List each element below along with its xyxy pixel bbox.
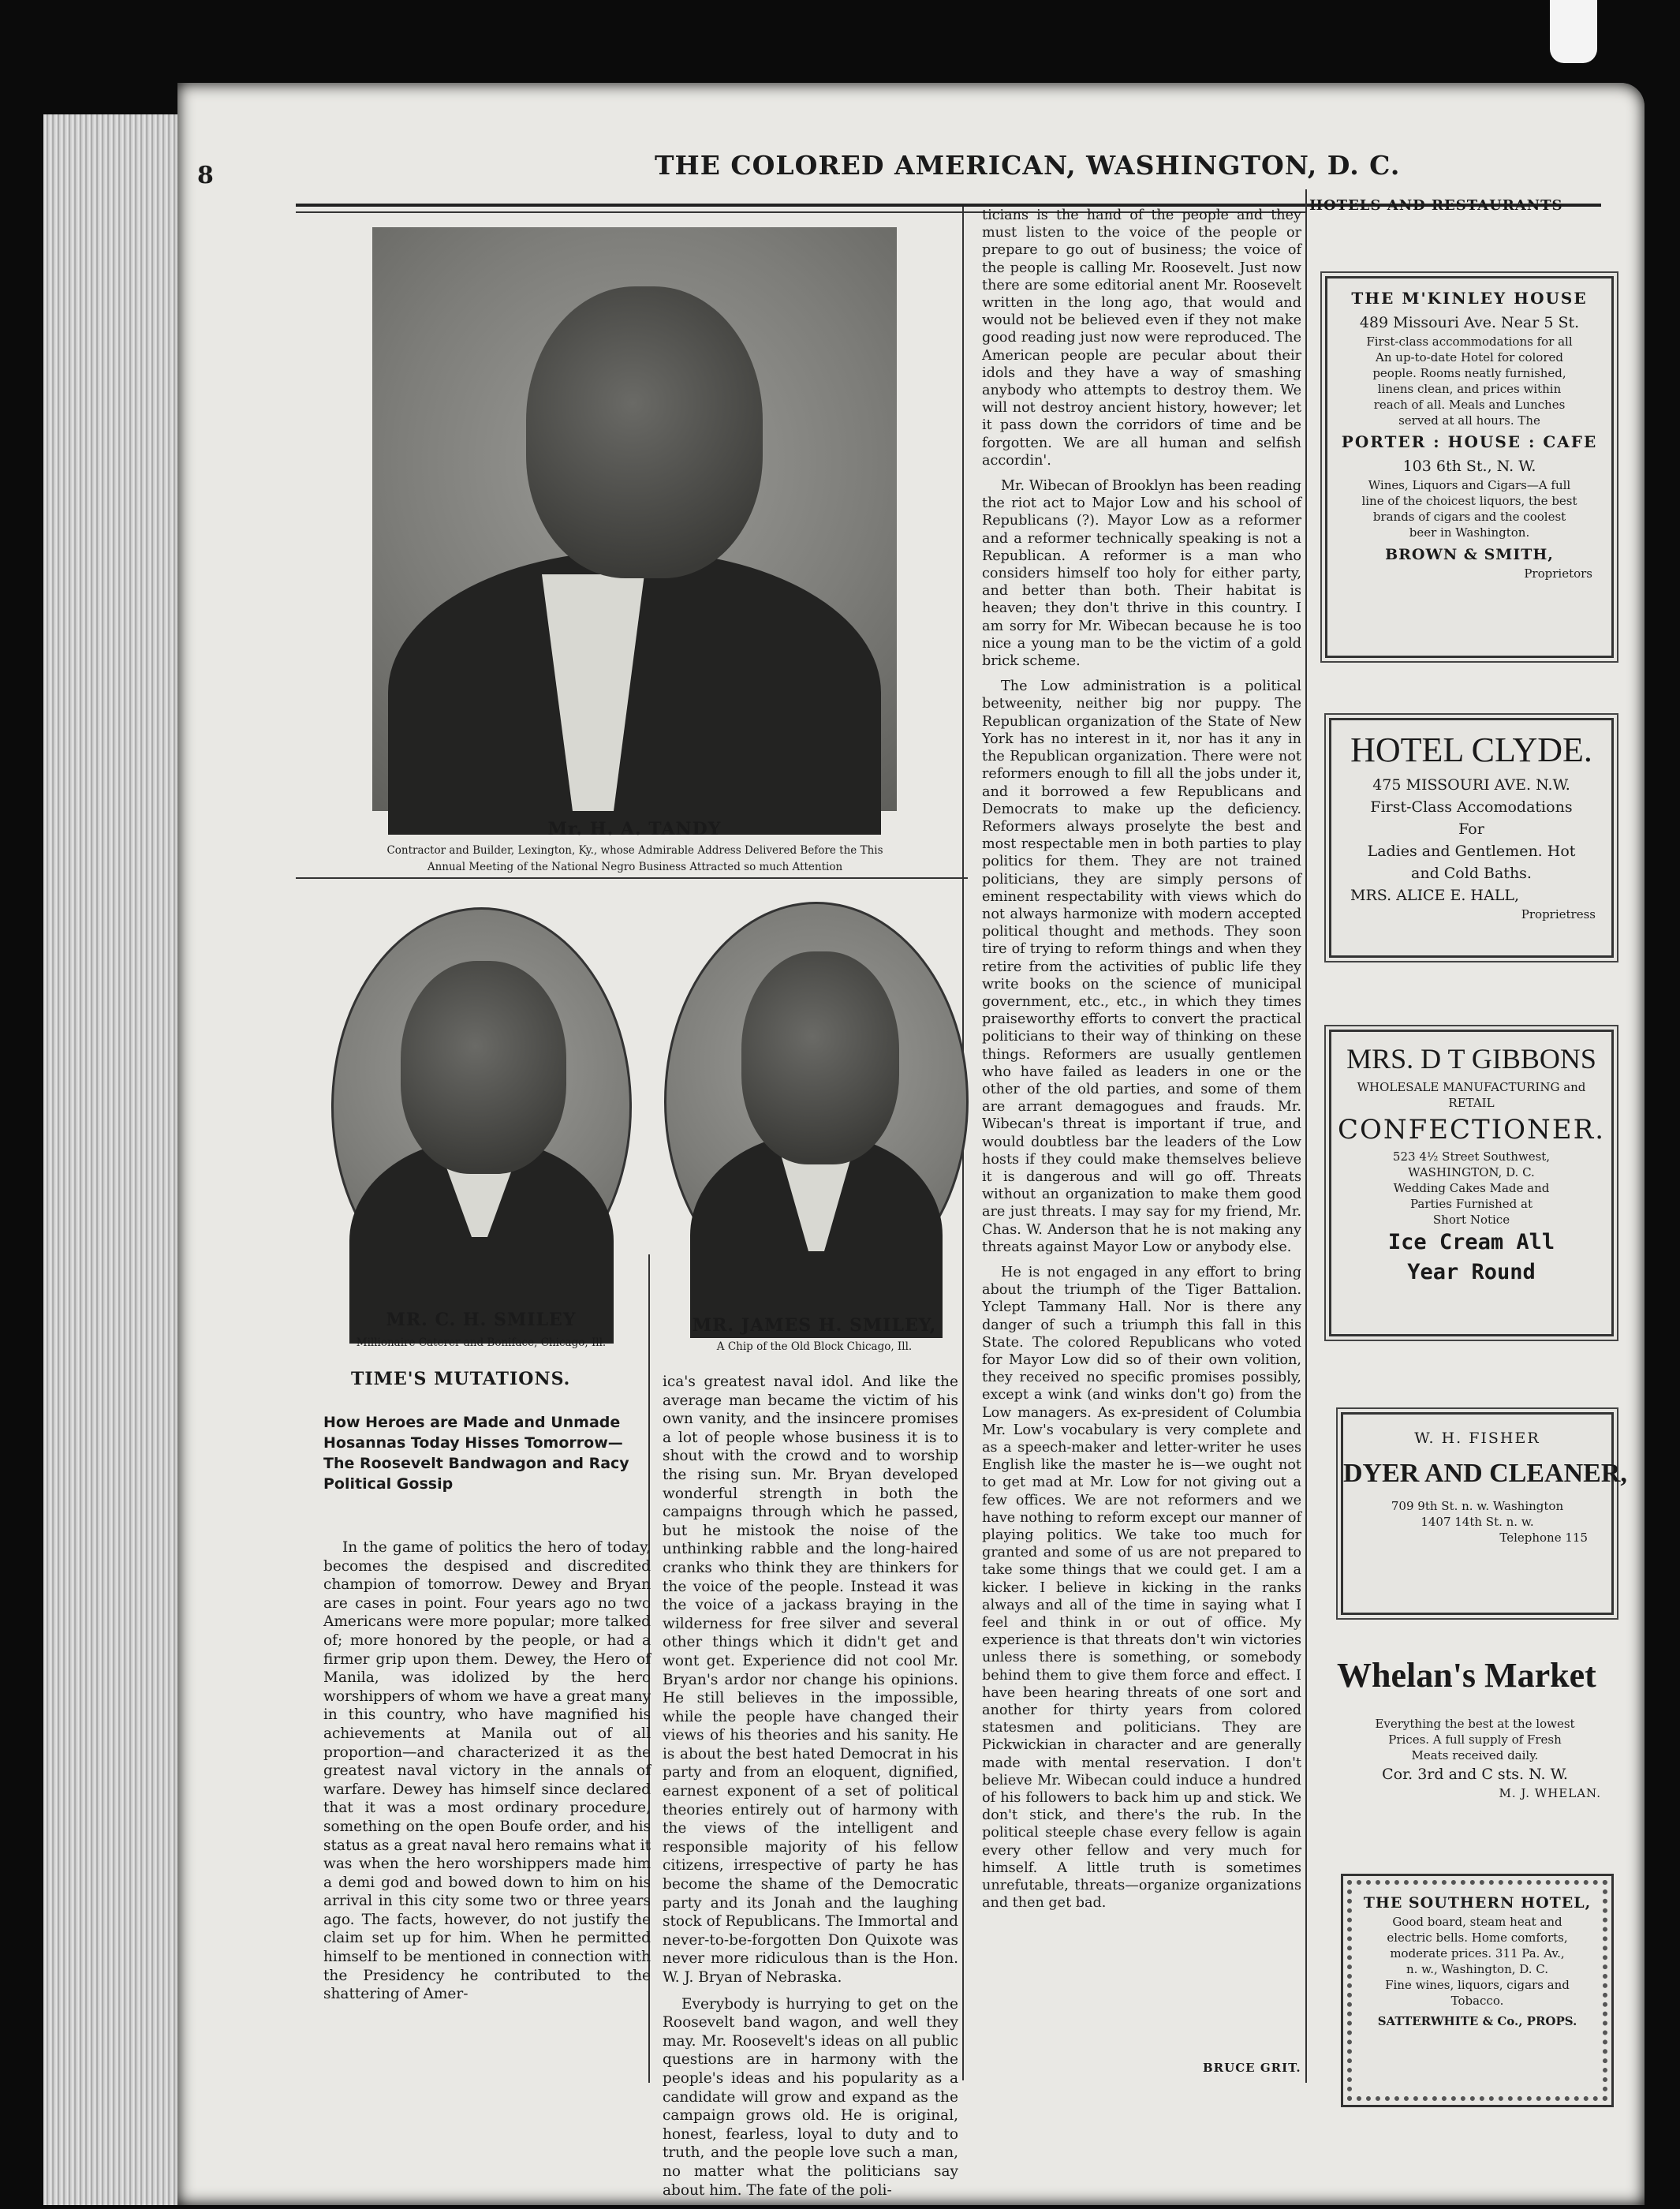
mckinley-line: First-class accommodations for all <box>1366 335 1573 349</box>
clyde-line: Ladies and Gentlemen. Hot <box>1367 843 1576 860</box>
gibbons-name: MRS. D T GIBBONS <box>1346 1043 1596 1075</box>
tandy-portrait <box>372 227 897 811</box>
gibbons-address: 523 4½ Street Southwest, <box>1392 1149 1551 1164</box>
southern-name: THE SOUTHERN HOTEL, <box>1363 1894 1592 1912</box>
mckinley-line: linens clean, and prices within <box>1377 382 1562 396</box>
gibbons-line: WHOLESALE MANUFACTURING and <box>1357 1080 1586 1094</box>
whelan-line: Meats received daily. <box>1411 1748 1539 1762</box>
fisher-address: 709 9th St. n. w. Washington <box>1391 1499 1564 1513</box>
fisher-name: W. H. FISHER <box>1414 1430 1540 1447</box>
cafe-line: line of the choicest liquors, the best <box>1361 494 1577 508</box>
whelan-address: Cor. 3rd and C sts. N. W. <box>1382 1766 1568 1783</box>
caption-divider <box>296 877 968 879</box>
article-signature: BRUCE GRIT. <box>1203 2061 1301 2075</box>
article-column-1 <box>323 1538 651 2075</box>
c-smiley-caption: Millionaire Caterer and Boniface, Chicago, Ill. <box>356 1336 607 1349</box>
ad-fisher-dyer <box>1341 1412 1627 1615</box>
fisher-trade: DYER AND CLEANER, <box>1343 1459 1627 1488</box>
gibbons-line: RETAIL <box>1448 1096 1495 1110</box>
clyde-line: First-Class Accomodations <box>1370 798 1573 816</box>
porter-house-cafe: PORTER : HOUSE : CAFE <box>1341 432 1598 451</box>
tandy-caption-line1: Contractor and Builder, Lexington, Ky., whose Admirable Address Delivered Before the This <box>386 844 883 857</box>
ad-mckinley-house <box>1325 276 1614 658</box>
ad-gibbons-confectioner <box>1329 1030 1614 1336</box>
mckinley-owners-title: Proprietors <box>1524 566 1592 581</box>
article-paragraph: Everybody is hurrying to get on the Roosevelt band wagon, and well they may. Mr. Roosevelt's ideas on all public questions are in harmony with the people's ideas and his popularity as a candidate will grow and expand as the campaign grows old. He is original, honest, fearless, loyal to duty and to truth, and the people love such a man, no matter what the politicians say about him. The fate of the poli- <box>663 1995 958 2199</box>
clyde-address: 475 MISSOURI AVE. N.W. <box>1372 776 1570 794</box>
ads-column-header: HOTELS AND RESTAURANTS <box>1309 197 1563 214</box>
mckinley-line: reach of all. Meals and Lunches <box>1373 398 1566 412</box>
tandy-caption-line2: Annual Meeting of the National Negro Business Attracted so much Attention <box>427 861 843 873</box>
james-smiley-name: MR. JAMES H. SMILEY, <box>692 1315 937 1336</box>
section-title: TIME'S MUTATIONS. <box>351 1369 571 1389</box>
clyde-line: For <box>1458 820 1484 838</box>
southern-line: moderate prices. 311 Pa. Av., <box>1390 1946 1565 1960</box>
southern-owners: SATTERWHITE & Co., PROPS. <box>1377 2014 1577 2028</box>
gibbons-slogan: Ice Cream All <box>1387 1230 1555 1254</box>
gibbons-line: Wedding Cakes Made and <box>1393 1181 1550 1195</box>
c-smiley-name: MR. C. H. SMILEY <box>386 1310 577 1330</box>
article-column-3 <box>982 207 1301 2065</box>
gibbons-line: Parties Furnished at <box>1410 1197 1533 1211</box>
page-number: 8 <box>197 162 214 189</box>
southern-line: Tobacco. <box>1450 1994 1504 2008</box>
ad-southern-hotel <box>1341 1874 1614 2107</box>
cafe-line: brands of cigars and the coolest <box>1372 510 1566 524</box>
gibbons-slogan: Year Round <box>1407 1260 1536 1284</box>
gibbons-line: Short Notice <box>1432 1213 1510 1227</box>
cafe-address: 103 6th St., N. W. <box>1402 458 1536 475</box>
article-paragraph: In the game of politics the hero of today, becomes the despised and discredited champion of tomorrow. Dewey and Bryan are cases in point. Four years ago no two Americans were more popular; more talked of; more honored by the people, or had a firmer grip upon them. Dewey, the Hero of Manila, was idolized by the hero worshippers of whom we have a great many in this country, who have magnified his achievements at Manila out of all proportion—and characterized it as the greatest naval victory in the annals of warfare. Dewey has himself since declared that it was a most ordinary procedure, something on the open Boufe order, and his status as a great naval hero remains what it was when the hero worshippers made him a demi god and bowed down to him on his arrival in this city some two or three years ago. The facts, however, do not justify the claim set up for him. When he permitted himself to be mentioned in connection with the Presidency he contributed to the shattering of Amer- <box>323 1539 651 2003</box>
southern-line: electric bells. Home comforts, <box>1387 1931 1568 1945</box>
whelan-line: Everything the best at the lowest <box>1375 1717 1575 1731</box>
fisher-phone: Telephone 115 <box>1499 1531 1588 1545</box>
mckinley-line: served at all hours. The <box>1398 413 1540 428</box>
article-paragraph: He is not engaged in any effort to bring about the triumph of the Tiger Battalion. Yclept Tammany Hall. Nor is there any danger of such a triumph this fall in this State. The colored Republicans who voted for Mayor Low did so of their own volition, they received no specific promises possibly, except a wink (and winks don't go) from the Low managers. As ex-president of Columbia Mr. Low's vocabulary is very complete and as a speech-maker and letter-writer he uses English like the master he is—we ought not to get mad at Mr. Low for not giving out a few offices. We are not reformers and we have nothing to reform except our manner of playing politics. We take too much for granted and some of us are not prepared to take some things that we could get. I am a kicker. I believe in kicking in the ranks always and all of the time in saying what I feel and think in or out of office. My experience is that threats don't win victories unless there is something, or somebody behind them to give them force and effect. I have been hearing threats of one sort and another for thirty years from colored statesmen and politicians. They are Pickwickian in character and are generally made with mental reservation. I don't believe Mr. Wibecan could induce a hundred of his followers to back him up and stick. We don't stick, and there's the rub. In the political steeple chase every fellow is again every other fellow and very much for himself. A little truth is sometimes unrefutable, threats—organize organizations and then get bad. <box>982 1264 1301 1912</box>
fisher-address: 1407 14th St. n. w. <box>1421 1515 1534 1529</box>
cafe-line: beer in Washington. <box>1409 525 1530 540</box>
clyde-name: HOTEL CLYDE. <box>1350 731 1592 769</box>
southern-line: Good board, steam heat and <box>1392 1915 1562 1929</box>
article-paragraph: Mr. Wibecan of Brooklyn has been reading the riot act to Major Low and his school of Republicans (?). Mayor Low as a reformer and a reformer technically speaking is not a Republican. A reformer is a man who considers himself too holy for either party, and better than both. Their habitat is heaven; they don't thrive in this country. I am sorry for Mr. Wibecan because he is too nice a young man to be the victim of a gold brick scheme. <box>982 478 1301 670</box>
masthead: THE COLORED AMERICAN, WASHINGTON, D. C. <box>655 150 1401 181</box>
article-column-2 <box>663 1373 958 2199</box>
tandy-name: Mr. H. A. TANDY <box>547 819 722 839</box>
mckinley-line: people. Rooms neatly furnished, <box>1372 366 1566 380</box>
james-smiley-caption: A Chip of the Old Block Chicago, Ill. <box>716 1340 913 1353</box>
southern-line: n. w., Washington, D. C. <box>1406 1962 1549 1976</box>
binder-clip <box>1550 0 1597 63</box>
clyde-owner-title: Proprietress <box>1521 907 1596 921</box>
whelan-line: Prices. A full supply of Fresh <box>1388 1732 1562 1747</box>
whelan-name: Whelan's Market <box>1337 1656 1596 1695</box>
mckinley-address: 489 Missouri Ave. Near 5 St. <box>1359 314 1580 331</box>
article-paragraph: ticians is the hand of the people and they must listen to the voice of the people or prepare to go out of business; the voice of the people is calling Mr. Roosevelt. Just now there are some editorial anent Mr. Roosevelt written in the long ago, that would and would not be believed even if they not make good reading just now were reproduced. The American people are pecular about their idols and they have a way of smashing anybody who attempts to destroy them. We will not destroy ancient history, however; let it pass down the corridors of time and be forgotten. We are all human and selfish accordin'. <box>982 207 1301 469</box>
article-headline: How Heroes are Made and Unmade Hosannas Today Hisses Tomorrow—The Roosevelt Bandwagon and Racy Political Gossip <box>323 1414 629 1493</box>
southern-line: Fine wines, liquors, cigars and <box>1385 1978 1570 1992</box>
clyde-owner: MRS. ALICE E. HALL, <box>1350 887 1519 904</box>
cafe-line: Wines, Liquors and Cigars—A full <box>1368 478 1571 492</box>
mckinley-name: THE M'KINLEY HOUSE <box>1351 289 1588 308</box>
column-rule-ads <box>1305 189 1307 2083</box>
james-smiley-portrait <box>664 902 969 1301</box>
gibbons-address: WASHINGTON, D. C. <box>1408 1165 1535 1179</box>
mckinley-owners: BROWN & SMITH, <box>1385 546 1554 563</box>
gibbons-trade: CONFECTIONER. <box>1337 1114 1606 1146</box>
mckinley-line: An up-to-date Hotel for colored <box>1376 350 1563 364</box>
clyde-line: and Cold Baths. <box>1411 865 1532 882</box>
ad-hotel-clyde <box>1329 718 1614 958</box>
ad-whelan-market <box>1341 1716 1609 1801</box>
c-smiley-portrait <box>331 907 632 1306</box>
whelan-owner: M. J. WHELAN. <box>1499 1786 1601 1800</box>
article-paragraph: ica's greatest naval idol. And like the average man became the victim of his own vanity, and the insincere promises a lot of people whose business it is to shout with the crowd and to worship the rising sun. Mr. Bryan developed wonderful strength in both the campaigns through which he passed, but he mistook the noise of the unthinking rabble and the long-haired cranks who think they are thinkers for the voice of the people. Instead it was the voice of a jackass braying in the wilderness for free silver and several other things which it didn't get and wont get. Experience did not cool Mr. Bryan's ardor nor change his opinions. He still believes in the impossible, while the people have changed their views of his theories and his sanity. He is about the best hated Democrat in his party and from an eloquent, dignified, earnest exponent of a set of political theories entirely out of harmony with the views of the intelligent and responsible majority of his fellow citizens, irrespective of party he has become the shame of the Democratic party and its Jonah and the laughing stock of Republicans. The Immortal and never-to-be-forgotten Don Quixote was never more ridiculous than is the Hon. W. J. Bryan of Nebraska. <box>663 1374 958 1986</box>
article-paragraph: The Low administration is a political betweenity, neither big nor puppy. The Republican organization of the State of New York has no interest in it, nor has it any in the Republican organization. There were not reformers enough to fill all the jobs under it, and it borrowed a few Republicans and Democrats to make up the deficiency. Reformers always proselyte the best and most respectable men in both parties to play politics for them. They are not trained politicians, they are simply persons of eminent respectability with views which do not always harmonize with modern accepted political thought and methods. They soon tire of trying to reform things and when they retire from the activities of public life they write books on the science of municipal government, etc., etc., in which they times praiseworthy efforts to convert the practical politicians to their way of thinking on these things. Reformers are usually gentlemen who have failed as leaders in one or the other of the old parties, and some of them are arrant demagogues and frauds. Mr. Wibecan's threat is important if true, and would doubtless bar the leaders of the Low hosts if they could make themselves believe it is dangerous and will go off. Threats without an organization to make them good are just threats. I may say for my friend, Mr. Chas. W. Anderson that he is not making any threats against Mayor Low or anybody else. <box>982 678 1301 1255</box>
